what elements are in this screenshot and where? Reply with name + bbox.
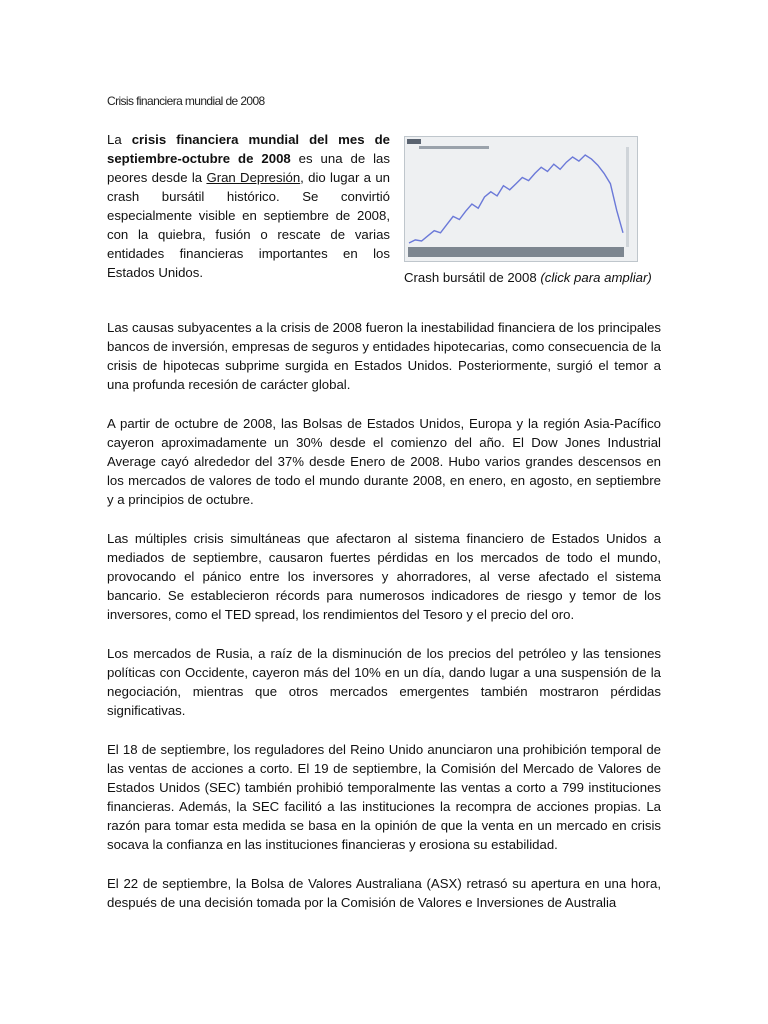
intro-text-b: , dio lugar a un crash bursátil histórico. Se convirtió especialmente visible en septiembre de 2008, con la quiebra, fusión o rescate de varias entidades financieras importantes en los Estados Unidos. bbox=[107, 170, 390, 280]
paragraph: El 22 de septiembre, la Bolsa de Valores Australiana (ASX) retrasó su apertura en una hora, después de una decisión tomada por la Comisión de Valores e Inversiones de Australia bbox=[107, 876, 661, 910]
intro-bold-term: crisis financiera mundial del mes de septiembre-octubre de 2008 bbox=[107, 132, 390, 166]
chart-header-text-mark bbox=[419, 146, 489, 149]
figure-caption bbox=[404, 270, 652, 285]
intro-text-a: es una de las peores desde la bbox=[107, 151, 390, 185]
intro-lead: La bbox=[107, 132, 132, 147]
caption-note[interactable]: (click para ampliar) bbox=[540, 270, 652, 285]
gran-depresion-link[interactable]: Gran Depresión bbox=[206, 170, 301, 185]
caption-text: Crash bursátil de 2008 bbox=[404, 270, 537, 285]
intro-paragraph bbox=[107, 130, 390, 282]
chart-scrollbar bbox=[626, 147, 629, 247]
chart-logo-mark bbox=[407, 139, 421, 144]
crash-chart-thumbnail[interactable] bbox=[404, 136, 638, 262]
paragraph: El 18 de septiembre, los reguladores del Reino Unido anunciaron una prohibición temporal de las ventas de acciones a corto. El 19 de septiembre, la Comisión del Mercado de Valores de Estados Unidos (SEC) también prohibió temporalmente las ventas a corto a 799 instituciones financieras. Además, la SEC facilitó a las instituciones la recompra de acciones propias. La razón para tomar esta medida se basa en la opinión de que la venta en un mercado en crisis socava la confianza en las instituciones financieras y erosiona su estabilidad. bbox=[107, 742, 661, 852]
page-title: Crisis financiera mundial de 2008 bbox=[107, 94, 265, 108]
article-body bbox=[107, 318, 661, 932]
paragraph: Los mercados de Rusia, a raíz de la disminución de los precios del petróleo y las tensiones políticas con Occidente, cayeron más del 10% en un día, dando lugar a una suspensión de la negociación, mientras que otros mercados emergentes también mostraron pérdidas significativas. bbox=[107, 646, 661, 718]
paragraph: Las causas subyacentes a la crisis de 2008 fueron la inestabilidad financiera de los principales bancos de inversión, empresas de seguros y entidades hipotecarias, como consecuencia de la crisis de hipotecas subprime surgida en Estados Unidos. Posteriormente, surgió el temor a una profunda recesión de carácter global. bbox=[107, 320, 661, 392]
chart-svg bbox=[405, 137, 637, 261]
chart-time-axis bbox=[408, 247, 624, 257]
chart-series-line bbox=[409, 155, 623, 243]
paragraph: Las múltiples crisis simultáneas que afectaron al sistema financiero de Estados Unidos a mediados de septiembre, causaron fuertes pérdidas en los mercados de todo el mundo, provocando el pánico entre los inversores y ahorradores, al verse afectado el sistema bancario. Se establecieron récords para numerosos indicadores de riesgo y temor de los inversores, como el TED spread, los rendimientos del Tesoro y el precio del oro. bbox=[107, 531, 661, 622]
paragraph: A partir de octubre de 2008, las Bolsas de Estados Unidos, Europa y la región Asia-Pacífico cayeron aproximadamente un 30% desde el comienzo del año. El Dow Jones Industrial Average cayó alrededor del 37% desde Enero de 2008. Hubo varios grandes descensos en los mercados de valores de todo el mundo durante 2008, en enero, en agosto, en septiembre y a principios de octubre. bbox=[107, 416, 661, 507]
